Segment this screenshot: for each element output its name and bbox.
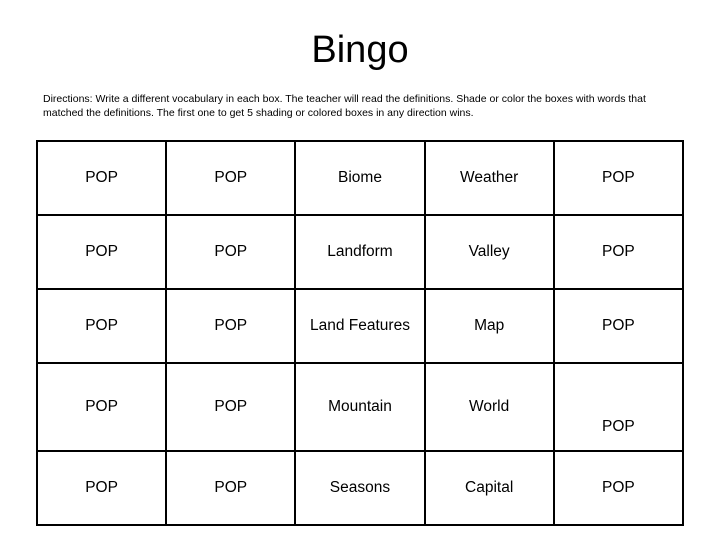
board-row [37, 215, 683, 289]
bingo-cell[interactable]: Seasons [295, 451, 424, 525]
bingo-cell[interactable]: Capital [425, 451, 554, 525]
bingo-cell[interactable]: POP [37, 215, 166, 289]
bingo-cell[interactable]: POP [37, 289, 166, 363]
bingo-cell[interactable]: POP [554, 215, 683, 289]
bingo-cell[interactable]: POP [554, 451, 683, 525]
bingo-cell[interactable]: POP [554, 141, 683, 215]
bingo-cell[interactable]: World [425, 363, 554, 451]
bingo-cell[interactable]: Map [425, 289, 554, 363]
directions-text: Directions: Write a different vocabulary in each box. The teacher will read the definitions. Shade or color the boxes with words that matched the definitions. The first one to get 5 shading or colored boxes in any direction wins. [43, 93, 646, 119]
bingo-cell[interactable]: POP [166, 215, 295, 289]
bingo-cell[interactable]: POP [166, 363, 295, 451]
bingo-cell[interactable]: POP [37, 141, 166, 215]
board-row [37, 289, 683, 363]
page-title: Bingo [311, 29, 409, 71]
bingo-cell[interactable]: POP [166, 141, 295, 215]
bingo-cell[interactable]: Land Features [295, 289, 424, 363]
bingo-cell[interactable]: POP [554, 289, 683, 363]
bingo-cell[interactable]: POP [166, 289, 295, 363]
bingo-cell[interactable]: POP [37, 451, 166, 525]
bingo-cell[interactable]: POP [37, 363, 166, 451]
bingo-cell[interactable]: POP [554, 363, 683, 451]
bingo-board [36, 140, 684, 526]
bingo-cell[interactable]: Valley [425, 215, 554, 289]
bingo-cell[interactable]: Mountain [295, 363, 424, 451]
bingo-cell[interactable]: POP [166, 451, 295, 525]
bingo-cell[interactable]: Landform [295, 215, 424, 289]
board-row [37, 363, 683, 451]
board-row [37, 451, 683, 525]
board-row [37, 141, 683, 215]
bingo-cell[interactable]: Weather [425, 141, 554, 215]
bingo-cell[interactable]: Biome [295, 141, 424, 215]
